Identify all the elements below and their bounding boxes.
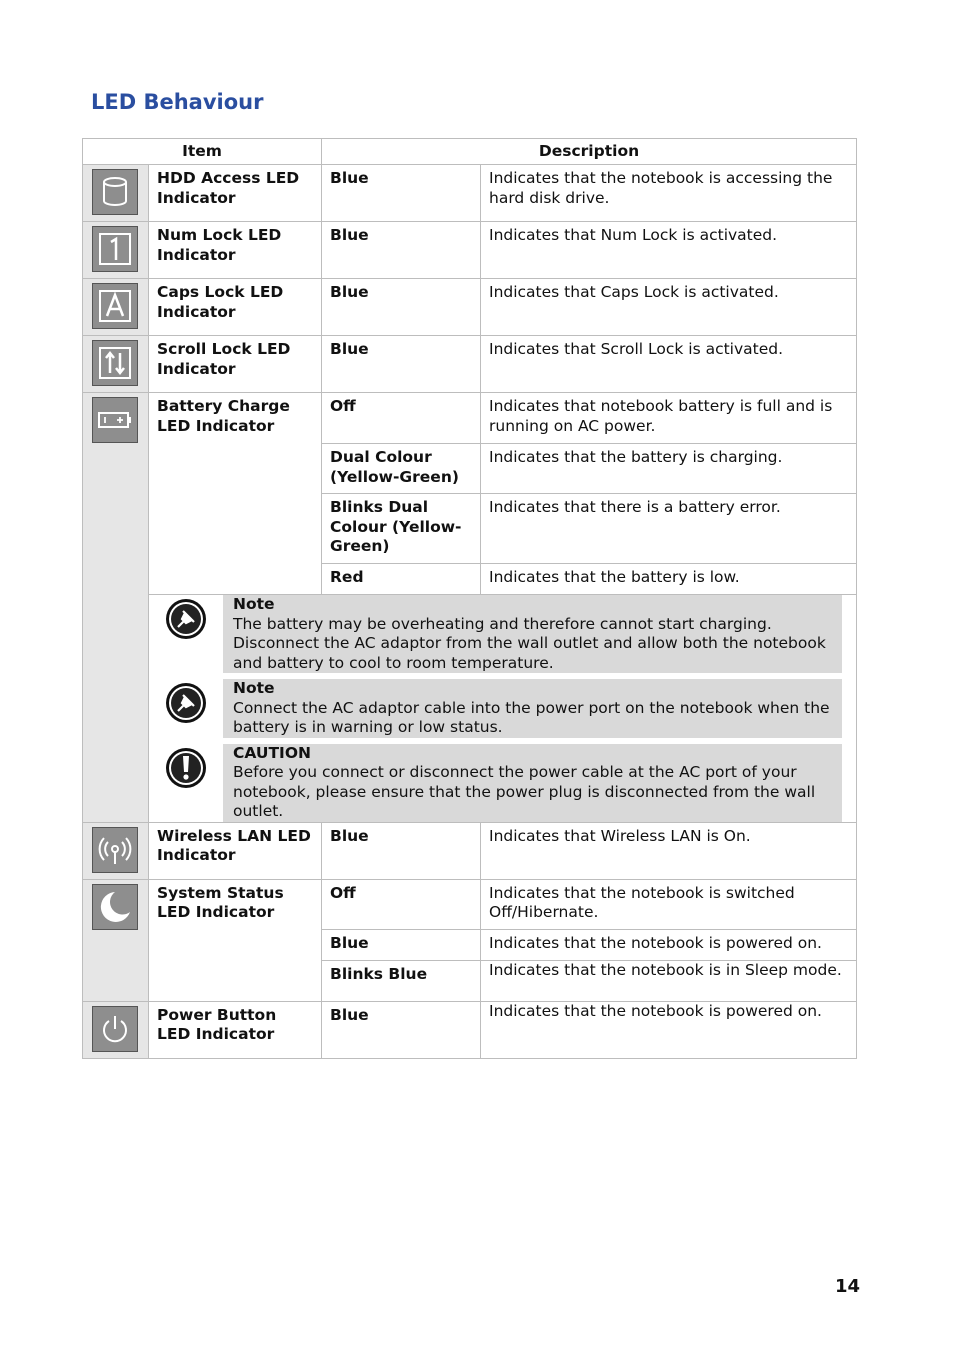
scroll-lock-icon bbox=[92, 340, 138, 386]
item-state: Off bbox=[322, 879, 481, 929]
item-description: Indicates that the notebook is accessing the hard disk drive. bbox=[481, 165, 857, 222]
table-row-battery bbox=[83, 393, 857, 444]
note-heading: Note bbox=[233, 595, 275, 613]
num-lock-icon bbox=[92, 226, 138, 272]
caps-lock-icon bbox=[92, 283, 138, 329]
item-state: Blue bbox=[322, 336, 481, 393]
header-description: Description bbox=[322, 139, 857, 165]
item-description: Indicates that the battery is charging. bbox=[481, 444, 857, 494]
item-description: Indicates that Wireless LAN is On. bbox=[481, 822, 857, 879]
item-state: Blinks Blue bbox=[322, 960, 481, 1001]
item-description: Indicates that the battery is low. bbox=[481, 564, 857, 595]
power-icon bbox=[92, 1006, 138, 1052]
item-name: HDD Access LED Indicator bbox=[149, 165, 322, 222]
note-heading: CAUTION bbox=[233, 743, 311, 762]
hdd-icon bbox=[92, 169, 138, 215]
battery-icon bbox=[92, 397, 138, 443]
table-row-power bbox=[83, 1001, 857, 1058]
note-box bbox=[149, 679, 842, 738]
item-state: Dual Colour (Yellow-Green) bbox=[322, 444, 481, 494]
moon-icon bbox=[92, 884, 138, 930]
note-body: The battery may be overheating and therefore cannot start charging. Disconnect the AC adaptor from the wall outlet and allow both the notebook and battery to cool to room temperature. bbox=[233, 614, 826, 672]
page-title: LED Behaviour bbox=[91, 90, 264, 114]
item-name: System Status LED Indicator bbox=[149, 879, 322, 1001]
table-row-caps-lock bbox=[83, 279, 857, 336]
table-row-wireless-lan bbox=[83, 822, 857, 879]
pushpin-note-icon bbox=[164, 681, 208, 725]
item-state: Blue bbox=[322, 165, 481, 222]
note-heading: Note bbox=[233, 679, 275, 697]
page-number: 14 bbox=[835, 1276, 861, 1297]
item-description: Indicates that notebook battery is full and is running on AC power. bbox=[481, 393, 857, 444]
item-name: Wireless LAN LED Indicator bbox=[149, 822, 322, 879]
item-description: Indicates that Num Lock is activated. bbox=[481, 222, 857, 279]
table-row-num-lock bbox=[83, 222, 857, 279]
item-state: Blue bbox=[322, 279, 481, 336]
item-name: Num Lock LED Indicator bbox=[149, 222, 322, 279]
table-row-hdd bbox=[83, 165, 857, 222]
header-item: Item bbox=[83, 139, 322, 165]
led-behaviour-table bbox=[82, 138, 857, 1059]
item-name: Power Button LED Indicator bbox=[149, 1001, 322, 1058]
item-description: Indicates that Caps Lock is activated. bbox=[481, 279, 857, 336]
wireless-icon bbox=[92, 827, 138, 873]
item-state: Red bbox=[322, 564, 481, 595]
exclamation-caution-icon bbox=[164, 746, 208, 790]
caution-box bbox=[149, 744, 842, 822]
table-row-scroll-lock bbox=[83, 336, 857, 393]
item-description: Indicates that the notebook is switched Off/Hibernate. bbox=[481, 879, 857, 929]
item-description: Indicates that the notebook is powered on. bbox=[481, 1001, 857, 1058]
pushpin-note-icon bbox=[164, 597, 208, 641]
note-box bbox=[149, 595, 842, 673]
table-row-system-status bbox=[83, 879, 857, 929]
note-body: Connect the AC adaptor cable into the power port on the notebook when the battery is in warning or low status. bbox=[233, 698, 830, 736]
item-name: Caps Lock LED Indicator bbox=[149, 279, 322, 336]
note-body: Before you connect or disconnect the power cable at the AC port of your notebook, please ensure that the power plug is disconnected from the wall outlet. bbox=[233, 763, 816, 820]
table-header-row bbox=[83, 139, 857, 165]
item-description: Indicates that there is a battery error. bbox=[481, 494, 857, 564]
item-state: Blue bbox=[322, 929, 481, 960]
item-name: Scroll Lock LED Indicator bbox=[149, 336, 322, 393]
item-state: Blue bbox=[322, 1001, 481, 1058]
item-name: Battery Charge LED Indicator bbox=[149, 393, 322, 595]
item-state: Blue bbox=[322, 222, 481, 279]
item-state: Blue bbox=[322, 822, 481, 879]
item-description: Indicates that Scroll Lock is activated. bbox=[481, 336, 857, 393]
item-description: Indicates that the notebook is powered on. bbox=[481, 929, 857, 960]
item-state: Off bbox=[322, 393, 481, 444]
item-description: Indicates that the notebook is in Sleep mode. bbox=[481, 960, 857, 1001]
table-row-battery-notes bbox=[83, 595, 857, 823]
item-state: Blinks Dual Colour (Yellow-Green) bbox=[322, 494, 481, 564]
